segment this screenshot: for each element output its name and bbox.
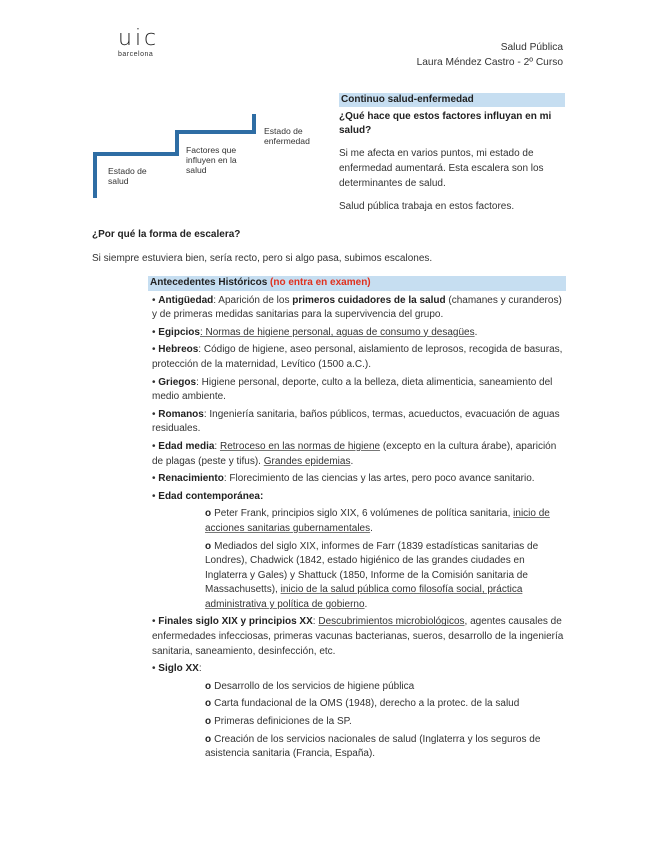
item-text: . — [350, 455, 354, 467]
continuum-title: Continuo salud-enfermedad — [339, 93, 565, 107]
item-text: : Higiene personal, deporte, culto a la belleza, dieta alimenticia, saneamiento del medio ambiente. — [152, 376, 553, 403]
item-text: , agentes causales de enfermedades infecciosas, primeras vacunas bacterianas, sueros, desarrollo de la ingeniería sanitaria, saneamiento, desinfección, etc. — [152, 616, 564, 657]
item-text: . — [364, 598, 368, 610]
sub-marker: o — [205, 716, 212, 728]
history-item-siglo-xx: • Siglo XX: — [152, 663, 202, 675]
item-label: Siglo XX — [158, 663, 199, 675]
item-text: : Aparición de los — [213, 294, 293, 306]
sub-marker: o — [205, 540, 212, 552]
item-label: Griegos — [158, 376, 197, 388]
continuum-question: ¿Qué hace que estos factores influyan en mi salud? — [339, 111, 552, 136]
item-underlined: : Normas de higiene personal, aguas de consumo y desagües — [199, 326, 475, 338]
history-item-antiguedad: • Antigüedad: Aparición de los primeros cuidadores de la salud (chamanes y curanderos) y de primeras medidas sanitarias para la supervivencia del grupo. — [152, 294, 562, 321]
history-subitem-frank — [205, 507, 566, 536]
item-label: Hebreos — [158, 344, 199, 356]
history-item-griegos: • Griegos: Higiene personal, deporte, culto a la belleza, dieta alimenticia, saneamiento del medio ambiente. — [152, 376, 553, 403]
item-underlined: Retroceso en las normas de higiene — [219, 440, 381, 452]
item-text: Mediados del siglo XIX, informes de Farr (1839 estadísticas sanitarias de Londres), Chadwick (1842, estado higiénico de las grandes ciudades en Inglaterra y Gales) y Shattuck (1850, Informe de la Comisión sanitaria de Massachusetts), — [205, 540, 539, 596]
uic-logo — [118, 28, 170, 60]
history-item-hebreos: • Hebreos: Código de higiene, aseo personal, aislamiento de leprosos, recogida de basuras, protección de la maternidad, Levítico (1500 a.C.). — [152, 344, 563, 370]
page-header — [417, 40, 563, 70]
history-title-text: Antecedentes Históricos — [150, 277, 268, 288]
sub-marker: o — [205, 508, 212, 520]
continuum-paragraph-2: Salud pública trabaja en estos factores. — [339, 201, 515, 212]
step-label-3: Estado de enfermedad — [264, 126, 310, 146]
logo-main: uic — [118, 26, 160, 51]
item-label: Romanos — [158, 408, 204, 420]
history-subitem — [205, 680, 566, 695]
item-label: Edad media — [158, 440, 215, 452]
item-bold: primeros cuidadores de la salud — [292, 294, 446, 306]
item-underlined: Grandes epidemias — [263, 455, 351, 467]
item-text: : — [214, 440, 220, 452]
stairs-answer: Si siempre estuviera bien, sería recto, pero si algo pasa, subimos escalones. — [92, 253, 433, 264]
history-subitem — [205, 715, 566, 730]
history-item-egipcios: • Egipcios: Normas de higiene personal, aguas de consumo y desagües. — [152, 326, 478, 338]
item-text: . — [474, 326, 478, 338]
item-text: Peter Frank, principios siglo XIX, 6 volúmenes de política sanitaria, — [214, 508, 514, 520]
sub-marker: o — [205, 680, 212, 692]
item-label: Antigüedad — [158, 294, 214, 306]
history-subitem-farr — [205, 540, 566, 613]
item-underlined: inicio de acciones sanitarias gubernamentales — [205, 508, 550, 534]
stairs-diagram — [92, 114, 332, 198]
item-label: Renacimiento — [158, 473, 224, 485]
item-text: (chamanes y curanderos) y de primeras medidas sanitarias para la supervivencia del grupo. — [152, 294, 562, 321]
history-section — [148, 276, 566, 762]
history-note: (no entra en examen) — [270, 277, 371, 288]
history-subitem — [205, 697, 566, 712]
item-label: Finales siglo XIX y principios XX — [158, 616, 313, 628]
continuum-box — [339, 93, 565, 214]
stairs-question: ¿Por qué la forma de escalera? — [92, 229, 241, 240]
item-text: : Ingeniería sanitaria, baños públicos, termas, acueductos, evacuación de aguas residuales. — [152, 408, 560, 435]
history-item-finales: • Finales siglo XIX y principios XX: Descubrimientos microbiológicos, agentes causales de enfermedades infecciosas, primeras vacunas bacterianas, sueros, desarrollo de la ingeniería sanitaria, saneamiento, desinfección, etc. — [152, 616, 564, 657]
item-text: . — [370, 522, 373, 534]
item-text: Primeras definiciones de la SP. — [214, 716, 352, 728]
sub-marker: o — [205, 733, 212, 745]
item-text: Creación de los servicios nacionales de salud (Inglaterra y los seguros de asistencia sanitaria (Francia, España). — [205, 733, 541, 760]
continuum-paragraph-1: Si me afecta en varios puntos, mi estado de enfermedad aumentará. Esta escalera son los determinantes de salud. — [339, 148, 544, 189]
item-text: (excepto en la cultura árabe), aparición de plagas (peste y tifus). — [152, 440, 557, 467]
item-text: : — [198, 663, 202, 675]
item-text: : — [312, 616, 319, 628]
history-item-romanos: • Romanos: Ingeniería sanitaria, baños públicos, termas, acueductos, evacuación de aguas residuales. — [152, 408, 560, 435]
logo-sub: barcelona — [118, 51, 154, 58]
item-underlined: inicio de la salud pública como filosofía social, práctica administrativa y política de gobierno — [205, 584, 523, 610]
history-item-renacimiento: • Renacimiento: Florecimiento de las ciencias y las artes, pero poco avance sanitario. — [152, 473, 535, 485]
history-title — [148, 276, 566, 291]
step-label-2: Factores que influyen en la salud — [186, 145, 237, 175]
step-label-1: Estado de salud — [108, 166, 147, 186]
item-text: : Florecimiento de las ciencias y las artes, pero poco avance sanitario. — [223, 473, 535, 485]
history-item-edad-media: • Edad media: Retroceso en las normas de higiene (excepto en la cultura árabe), aparición de plagas (peste y tifus). Grandes epidemias. — [152, 440, 557, 467]
item-label: Egipcios — [158, 326, 200, 338]
item-text: Desarrollo de los servicios de higiene pública — [214, 680, 415, 692]
item-text: Carta fundacional de la OMS (1948), derecho a la protec. de la salud — [214, 698, 520, 710]
header-author: Laura Méndez Castro - 2º Curso — [416, 57, 563, 68]
item-label: Edad contemporánea: — [158, 490, 264, 502]
item-text: : Código de higiene, aseo personal, aislamiento de leprosos, recogida de basuras, protección de la maternidad, Levítico (1500 a.C.). — [152, 344, 563, 370]
history-subitem — [205, 733, 566, 762]
header-subject: Salud Pública — [500, 42, 563, 53]
item-underlined: Descubrimientos microbiológicos — [318, 616, 465, 628]
history-item-contemporanea: • Edad contemporánea: — [152, 490, 264, 502]
sub-marker: o — [205, 698, 212, 710]
